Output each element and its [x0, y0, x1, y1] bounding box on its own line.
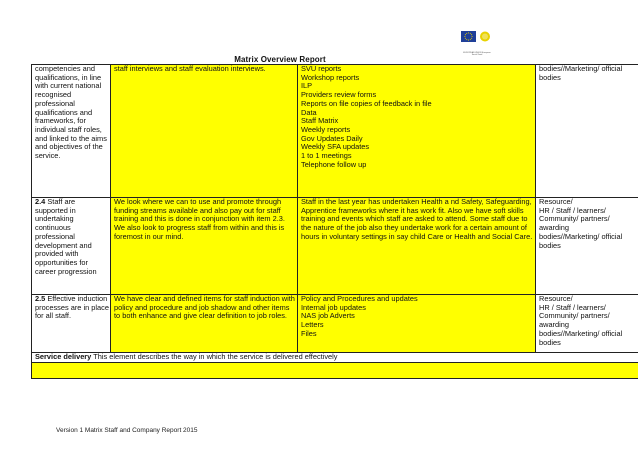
table-row [32, 295, 638, 353]
matrix-table [31, 64, 638, 379]
stakeholders-cell: Resource/ HR / Staff / learners/ Community/ partners/ awarding bodies//Marketing/ official bodies [536, 295, 638, 353]
action-cell: We have clear and defined items for staff induction with policy and procedure and job shadow and other items to both enhance and give clear definition to job roles. [111, 295, 298, 353]
star-icon [468, 32, 469, 33]
element-cell: 2.5 Effective induction processes are in place for all staff. [32, 295, 111, 353]
star-icon [470, 39, 471, 40]
evidence-cell: SVU reports Workshop reports ILP Providers review forms Reports on file copies of feedback in file Data Staff Matrix Weekly reports Gov Updates Daily Weekly SFA updates 1 to 1 meetings Telephone follow up [298, 65, 536, 198]
logo-caption: EUROPEAN UNION European Social Fund [463, 52, 491, 56]
star-icon [472, 36, 473, 37]
element-cell: 2.4 Staff are supported in undertaking continuous professional development and provided with opportunities for career progression [32, 198, 111, 295]
element-cell: competencies and qualifications, in line with current national recognised professional qualifications and frameworks, for individual staff roles, and linked to the aims and objectives of the service. [32, 65, 111, 198]
star-icon [470, 33, 471, 34]
action-cell: We look where we can to use and promote through funding streams available and also pay out for staff training and this is done in conjunction with item 2.3. We also look to progress staff from within and this is foremost in our mind. [111, 198, 298, 295]
star-icon [464, 36, 465, 37]
footer-text: Version 1 Matrix Staff and Company Report 2015 [56, 427, 198, 434]
service-delivery-highlight-row [32, 363, 638, 379]
table-row [32, 198, 638, 295]
star-icon [466, 33, 467, 34]
star-icon [465, 38, 466, 39]
eu-esf-logo [461, 31, 493, 53]
action-cell: staff interviews and staff evaluation interviews. [111, 65, 298, 198]
service-delivery-cell: Service delivery This element describes the way in which the service is delivered effectively [32, 353, 638, 363]
service-delivery-highlight-cell [32, 363, 638, 379]
table-row [32, 65, 638, 198]
star-icon [468, 40, 469, 41]
service-delivery-row [32, 353, 638, 363]
evidence-cell: Staff in the last year has undertaken Health a nd Safety, Safeguarding, Apprentice frameworks where it has work fit. Also we have soft skills training and events which staff are asked to attend. Some staff due to the nature of the job also they undertake work for a certain amount of hours in voluntary settings in say child Care or Health and Social Care. [298, 198, 536, 295]
star-icon [471, 38, 472, 39]
page-title: Matrix Overview Report [234, 55, 326, 64]
stakeholders-cell: bodies//Marketing/ official bodies [536, 65, 638, 198]
evidence-cell: Policy and Procedures and updates Internal job updates NAS job Adverts Letters Files [298, 295, 536, 353]
stakeholders-cell: Resource/ HR / Staff / learners/ Community/ partners/ awarding bodies//Marketing/ official bodies [536, 198, 638, 295]
star-icon [465, 34, 466, 35]
star-icon [466, 39, 467, 40]
star-icon [471, 34, 472, 35]
